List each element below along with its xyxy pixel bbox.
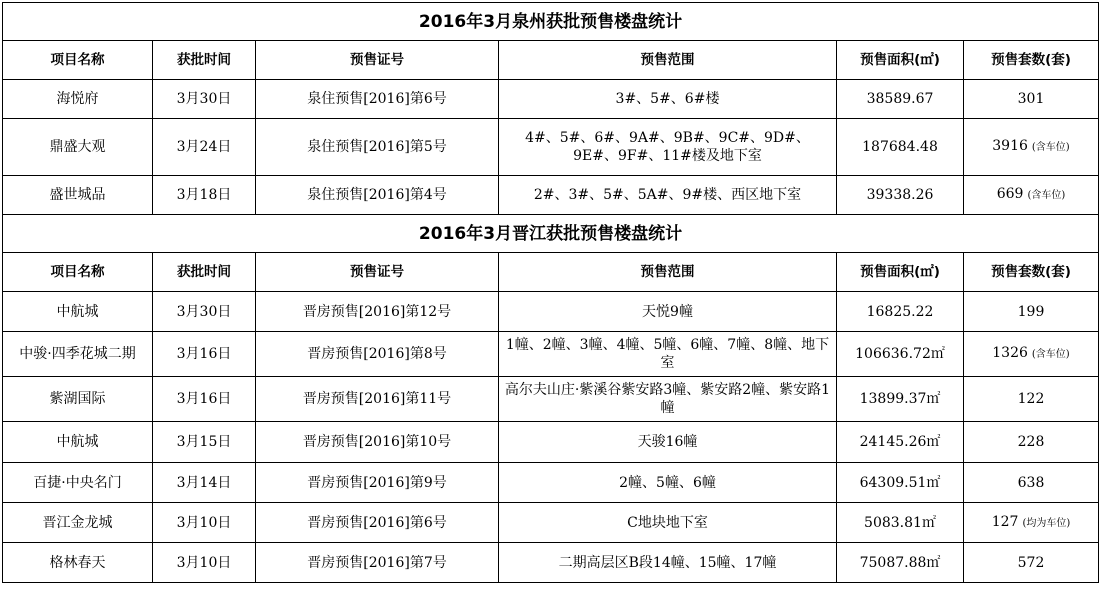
presale-area-text: 5083.81㎡: [864, 514, 936, 531]
presale-area-text: 39338.26: [866, 187, 934, 203]
approval-date-cell: [153, 503, 256, 543]
permit-number-cell: [256, 176, 499, 215]
presale-area-cell: [837, 543, 964, 583]
header-row: [3, 41, 1099, 80]
table-row: [3, 463, 1099, 503]
permit-number-text: 泉住预售[2016]第6号: [307, 91, 447, 107]
presale-area-cell: [837, 119, 964, 176]
presale-scope-text: 1幢、2幢、3幢、4幢、5幢、6幢、7幢、8幢、地下室: [505, 337, 830, 371]
presale-area-text: 106636.72㎡: [855, 346, 945, 362]
permit-number-cell: [256, 292, 499, 332]
presale-scope-text: 2幢、5幢、6幢: [619, 474, 716, 491]
units-note: (含车位): [1031, 142, 1070, 153]
approval-date-cell: [153, 176, 256, 215]
project-name-cell: [3, 80, 153, 119]
column-header: 项目名称: [3, 41, 153, 80]
presale-scope-text: 高尔夫山庄·紫溪谷紫安路3幢、紫安路2幢、紫安路1幢: [504, 382, 831, 416]
permit-number-cell: [256, 543, 499, 583]
presale-area-text: 187684.48: [862, 139, 938, 155]
table-row: [3, 80, 1099, 119]
presale-area-cell: [837, 332, 964, 377]
approval-date-text: 3月18日: [176, 187, 232, 203]
column-header: 获批时间: [153, 41, 256, 80]
column-header: 预售范围: [499, 41, 837, 80]
table-row: [3, 543, 1099, 583]
column-header: 预售范围: [499, 253, 837, 292]
approval-date-cell: [153, 463, 256, 503]
presale-area-cell: [837, 463, 964, 503]
presale-units-cell: [964, 176, 1099, 215]
presale-statistics-table: [2, 2, 1099, 583]
project-name-cell: [3, 119, 153, 176]
table-row: [3, 176, 1099, 215]
column-header: 预售面积(㎡): [837, 253, 964, 292]
permit-number-text: 晋房预售[2016]第7号: [307, 554, 447, 571]
project-name-text: 盛世城品: [49, 187, 106, 203]
project-name-cell: [3, 543, 153, 583]
column-header: 项目名称: [3, 253, 153, 292]
table-row: [3, 422, 1099, 463]
presale-area-cell: [837, 176, 964, 215]
table-row: [3, 292, 1099, 332]
presale-scope-cell: [499, 80, 837, 119]
permit-number-cell: [256, 463, 499, 503]
permit-number-text: 晋房预售[2016]第11号: [302, 391, 452, 407]
approval-date-cell: [153, 422, 256, 463]
presale-units-text: 122: [1017, 391, 1045, 407]
approval-date-text: 3月10日: [176, 514, 232, 531]
presale-scope-cell: [499, 176, 837, 215]
presale-scope-text: 天骏16幢: [637, 434, 698, 450]
units-note: (均为车位): [1022, 517, 1071, 529]
presale-area-text: 38589.67: [866, 91, 934, 107]
column-header: 预售套数(套): [964, 41, 1099, 80]
project-name-cell: [3, 503, 153, 543]
presale-units-cell: [964, 543, 1099, 583]
permit-number-text: 晋房预售[2016]第12号: [302, 303, 452, 320]
presale-scope-cell: [499, 422, 837, 463]
presale-area-cell: [837, 80, 964, 119]
presale-units-cell: [964, 463, 1099, 503]
presale-units-text: 638: [1017, 474, 1045, 491]
permit-number-text: 晋房预售[2016]第6号: [307, 514, 447, 531]
presale-area-text: 64309.51㎡: [859, 474, 941, 491]
column-header: 预售证号: [256, 41, 499, 80]
approval-date-text: 3月30日: [176, 91, 232, 107]
presale-area-text: 13899.37㎡: [859, 391, 941, 407]
presale-units-text: 199: [1017, 303, 1045, 320]
permit-number-text: 泉住预售[2016]第4号: [307, 187, 447, 203]
project-name-cell: [3, 176, 153, 215]
presale-area-cell: [837, 422, 964, 463]
presale-area-text: 75087.88㎡: [859, 554, 941, 571]
presale-area-cell: [837, 292, 964, 332]
presale-scope-cell: [499, 503, 837, 543]
presale-area-cell: [837, 377, 964, 422]
project-name-cell: [3, 292, 153, 332]
presale-scope-text: 2#、3#、5#、5A#、9#楼、西区地下室: [533, 187, 802, 203]
table-row: [3, 377, 1099, 422]
approval-date-cell: [153, 119, 256, 176]
units-note: (含车位): [1031, 349, 1070, 360]
presale-units-cell: [964, 503, 1099, 543]
column-header: 预售证号: [256, 253, 499, 292]
header-row: [3, 253, 1099, 292]
permit-number-text: 泉住预售[2016]第5号: [307, 139, 447, 155]
project-name-cell: [3, 463, 153, 503]
presale-scope-cell: [499, 377, 837, 422]
presale-scope-cell: [499, 119, 837, 176]
permit-number-cell: [256, 332, 499, 377]
section-title: 2016年3月泉州获批预售楼盘统计: [3, 3, 1099, 41]
presale-scope-cell: [499, 463, 837, 503]
presale-units-cell: [964, 80, 1099, 119]
table-row: [3, 503, 1099, 543]
presale-scope-cell: [499, 292, 837, 332]
section-title: 2016年3月晋江获批预售楼盘统计: [3, 215, 1099, 253]
column-header: 预售面积(㎡): [837, 41, 964, 80]
permit-number-cell: [256, 422, 499, 463]
project-name-text: 海悦府: [56, 91, 99, 107]
approval-date-text: 3月10日: [176, 554, 232, 571]
approval-date-text: 3月14日: [176, 474, 232, 491]
project-name-text: 中骏·四季花城二期: [19, 346, 136, 362]
approval-date-cell: [153, 80, 256, 119]
project-name-text: 鼎盛大观: [49, 139, 106, 155]
presale-units-cell: [964, 292, 1099, 332]
presale-units-cell: [964, 377, 1099, 422]
approval-date-text: 3月24日: [176, 139, 232, 155]
presale-units-text: 1326: [992, 345, 1028, 361]
approval-date-cell: [153, 543, 256, 583]
approval-date-text: 3月16日: [176, 391, 232, 407]
presale-units-text: 228: [1017, 434, 1045, 450]
presale-scope-text: 二期高层区B段14幢、15幢、17幢: [558, 554, 777, 571]
presale-scope-cell: [499, 543, 837, 583]
presale-area-cell: [837, 503, 964, 543]
permit-number-text: 晋房预售[2016]第8号: [307, 346, 447, 362]
project-name-cell: [3, 377, 153, 422]
permit-number-text: 晋房预售[2016]第10号: [302, 434, 452, 450]
presale-units-text: 3916: [992, 138, 1028, 154]
project-name-text: 格林春天: [49, 554, 106, 571]
presale-units-text: 301: [1017, 91, 1045, 107]
presale-units-text: 127: [991, 513, 1019, 530]
presale-units-cell: [964, 332, 1099, 377]
approval-date-cell: [153, 332, 256, 377]
presale-units-text: 669: [996, 186, 1024, 202]
column-header: 获批时间: [153, 253, 256, 292]
project-name-text: 晋江金龙城: [42, 514, 113, 531]
presale-scope-text: 天悦9幢: [642, 303, 693, 320]
presale-units-cell: [964, 422, 1099, 463]
project-name-cell: [3, 332, 153, 377]
section-title-row: [3, 3, 1099, 41]
presale-scope-text: 3#、5#、6#楼: [615, 91, 720, 107]
presale-area-text: 16825.22: [866, 303, 934, 320]
project-name-text: 中航城: [56, 303, 99, 320]
presale-area-text: 24145.26㎡: [859, 434, 941, 450]
permit-number-cell: [256, 80, 499, 119]
approval-date-cell: [153, 292, 256, 332]
presale-units-text: 572: [1017, 554, 1045, 571]
project-name-text: 紫湖国际: [49, 391, 106, 407]
permit-number-cell: [256, 119, 499, 176]
approval-date-cell: [153, 377, 256, 422]
section-title-row: [3, 215, 1099, 253]
permit-number-text: 晋房预售[2016]第9号: [307, 474, 447, 491]
approval-date-text: 3月30日: [176, 303, 232, 320]
project-name-text: 百捷·中央名门: [33, 474, 122, 491]
approval-date-text: 3月15日: [176, 434, 232, 450]
units-note: (含车位): [1027, 190, 1066, 201]
table-row: [3, 119, 1099, 176]
column-header: 预售套数(套): [964, 253, 1099, 292]
permit-number-cell: [256, 503, 499, 543]
presale-scope-text: 4#、5#、6#、9A#、9B#、9C#、9D#、9E#、9F#、11#楼及地下室: [525, 130, 810, 164]
presale-scope-cell: [499, 332, 837, 377]
project-name-text: 中航城: [56, 434, 99, 450]
presale-units-cell: [964, 119, 1099, 176]
project-name-cell: [3, 422, 153, 463]
table-row: [3, 332, 1099, 377]
approval-date-text: 3月16日: [176, 346, 232, 362]
presale-scope-text: C地块地下室: [627, 514, 708, 531]
permit-number-cell: [256, 377, 499, 422]
table-body: [3, 3, 1099, 583]
